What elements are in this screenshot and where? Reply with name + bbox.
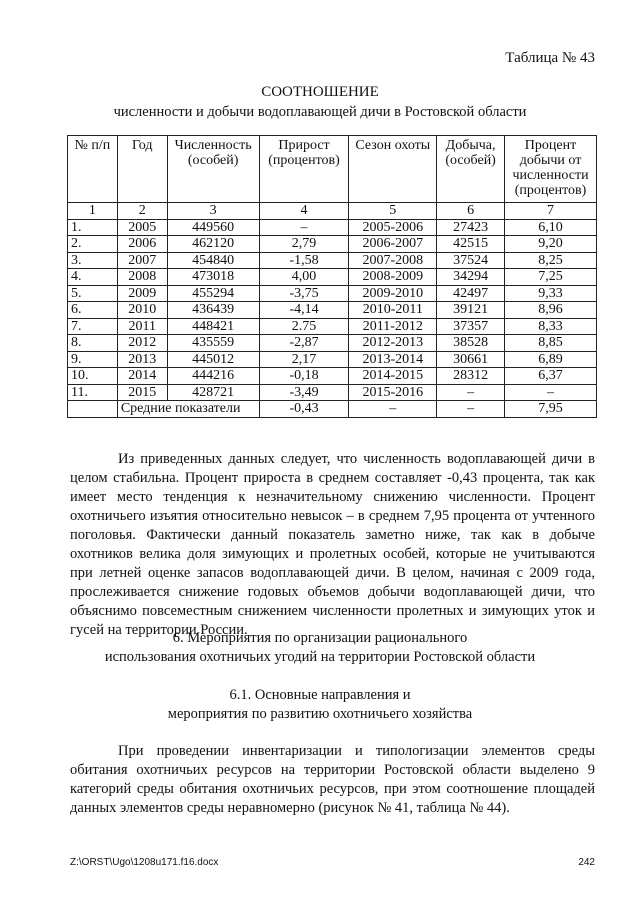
table-cell: 436439 — [167, 302, 259, 319]
table-cell: 2008-2009 — [349, 269, 437, 286]
table-cell: 7,95 — [505, 401, 597, 418]
table-cell: 2010-2011 — [349, 302, 437, 319]
table-cell: 435559 — [167, 335, 259, 352]
table-row — [68, 236, 597, 253]
table-cell: 9,20 — [505, 236, 597, 253]
table-cell: – — [505, 384, 597, 401]
header-cell: Численность (особей) — [167, 136, 259, 203]
header-cell: Процент добычи от численности (процентов) — [505, 136, 597, 203]
table-cell: -1,58 — [259, 252, 349, 269]
table-cell: 9,33 — [505, 285, 597, 302]
table-cell: 9. — [68, 351, 118, 368]
table-cell: 2015-2016 — [349, 384, 437, 401]
table-cell: 2014 — [117, 368, 167, 385]
table-cell: 37357 — [437, 318, 505, 335]
table-subtitle: численности и добычи водоплавающей дичи в Ростовской области — [113, 104, 527, 120]
averages-row — [68, 401, 597, 418]
table-cell: 2014-2015 — [349, 368, 437, 385]
table-row — [68, 318, 597, 335]
table-cell: 2,17 — [259, 351, 349, 368]
table-cell: 454840 — [167, 252, 259, 269]
table-cell: 5. — [68, 285, 118, 302]
section-6-heading — [0, 629, 640, 667]
table-cell: -4,14 — [259, 302, 349, 319]
table-cell: – — [349, 401, 437, 418]
header-cell: Добыча, (особей) — [437, 136, 505, 203]
body-paragraph — [70, 742, 595, 818]
table-cell: 2013 — [117, 351, 167, 368]
table-cell: -3,75 — [259, 285, 349, 302]
table-cell: 8,25 — [505, 252, 597, 269]
table-cell: 2.75 — [259, 318, 349, 335]
section-6-1-heading — [0, 686, 640, 724]
table-cell: 2011 — [117, 318, 167, 335]
table-cell: 2006-2007 — [349, 236, 437, 253]
table-row — [68, 252, 597, 269]
table-cell: 2010 — [117, 302, 167, 319]
table-cell: 4. — [68, 269, 118, 286]
table-row — [68, 368, 597, 385]
table-cell: 449560 — [167, 219, 259, 236]
table-body — [68, 203, 597, 418]
table-cell: 473018 — [167, 269, 259, 286]
table-cell: 7,25 — [505, 269, 597, 286]
table-cell: 8,96 — [505, 302, 597, 319]
table-cell: 37524 — [437, 252, 505, 269]
table-row — [68, 219, 597, 236]
table-cell: 7 — [505, 203, 597, 220]
table-cell: 27423 — [437, 219, 505, 236]
header-cell: Прирост (процентов) — [259, 136, 349, 203]
table-cell: 448421 — [167, 318, 259, 335]
heading-line: мероприятия по развитию охотничьего хозяйства — [167, 706, 473, 722]
table-cell: 1. — [68, 219, 118, 236]
table-cell: 30661 — [437, 351, 505, 368]
column-number-row — [68, 203, 597, 220]
table-row — [68, 269, 597, 286]
table-row — [68, 351, 597, 368]
table-cell: 3. — [68, 252, 118, 269]
table-cell: 8. — [68, 335, 118, 352]
page-number: 242 — [578, 857, 595, 868]
table-cell: -0,18 — [259, 368, 349, 385]
table-cell: 5 — [349, 203, 437, 220]
table-cell: 6,89 — [505, 351, 597, 368]
table-cell: 7. — [68, 318, 118, 335]
table-cell: -3,49 — [259, 384, 349, 401]
table-cell: 6,10 — [505, 219, 597, 236]
table-cell: 2006 — [117, 236, 167, 253]
table-cell: -0,43 — [259, 401, 349, 418]
table-title: СООТНОШЕНИЕ — [261, 84, 379, 100]
table-cell: 428721 — [167, 384, 259, 401]
table-cell: 42515 — [437, 236, 505, 253]
table-cell: 2015 — [117, 384, 167, 401]
table-cell: – — [437, 401, 505, 418]
table-cell: 42497 — [437, 285, 505, 302]
table-cell: 8,85 — [505, 335, 597, 352]
table-cell: 2005-2006 — [349, 219, 437, 236]
table-cell: 2008 — [117, 269, 167, 286]
paragraph-text: При проведении инвентаризации и типологизации элементов среды обитания охотничьих ресурсов на территории Ростовской области выделено 9 категорий среды обитания охотничьих ресурсов, при этом соотношение площадей данных элементов среды неравномерно (рисунок № 41, таблица № 44). — [70, 743, 595, 816]
data-table — [67, 135, 597, 418]
paragraph-text: Из приведенных данных следует, что численность водоплавающей дичи в целом стабильна. Процент прироста в среднем составляет -0,43 процента, так как имеет место тенденция к незначительному снижению численности. Процент охотничьего изъятия относительно невысок – в среднем 7,95 процента от учтенного поголовья. Фактически данный показатель заметно ниже, так как в добыче охотников велика доля зимующих и пролетных особей, которые не учитываются при летней оценке запасов водоплавающей дичи. В целом, начиная с 2009 года, прослеживается снижение годовых объемов добычи водоплавающей дичи, что объяснимо повсеместным снижением численности пролетных и зимующих уток и гусей на территории России. — [70, 451, 595, 638]
heading-line: 6. Мероприятия по организации рационального — [172, 630, 468, 646]
header-cell: № п/п — [68, 136, 118, 203]
table-cell: 6 — [437, 203, 505, 220]
table-cell — [68, 401, 118, 418]
table-cell: – — [437, 384, 505, 401]
table-cell: 4,00 — [259, 269, 349, 286]
heading-line: 6.1. Основные направления и — [229, 687, 411, 703]
table-cell: 28312 — [437, 368, 505, 385]
table-cell: 2012-2013 — [349, 335, 437, 352]
table-cell: 2,79 — [259, 236, 349, 253]
table-cell: 2009-2010 — [349, 285, 437, 302]
footer-file-path: Z:\ORST\Ugo\1208u171.f16.docx — [70, 857, 219, 868]
header-cell: Сезон охоты — [349, 136, 437, 203]
table-row — [68, 335, 597, 352]
table-cell: 38528 — [437, 335, 505, 352]
table-header-row — [68, 136, 597, 203]
table-cell: 4 — [259, 203, 349, 220]
table-row — [68, 384, 597, 401]
table-cell: 6. — [68, 302, 118, 319]
table-number-label: Таблица № 43 — [505, 50, 595, 66]
heading-line: использования охотничьих угодий на территории Ростовской области — [104, 649, 536, 665]
table-cell: 2005 — [117, 219, 167, 236]
table-row — [68, 285, 597, 302]
table-cell: 444216 — [167, 368, 259, 385]
table-cell: 455294 — [167, 285, 259, 302]
table-row — [68, 302, 597, 319]
table-cell: 10. — [68, 368, 118, 385]
table-cell: 2007 — [117, 252, 167, 269]
table-cell: 2. — [68, 236, 118, 253]
table-cell: 445012 — [167, 351, 259, 368]
table-cell: 11. — [68, 384, 118, 401]
table-cell: 3 — [167, 203, 259, 220]
table-cell: 2013-2014 — [349, 351, 437, 368]
table-cell: 2012 — [117, 335, 167, 352]
header-cell: Год — [117, 136, 167, 203]
table-cell: 2011-2012 — [349, 318, 437, 335]
table-cell: 2007-2008 — [349, 252, 437, 269]
table-cell: 2 — [117, 203, 167, 220]
table-cell: 6,37 — [505, 368, 597, 385]
table-cell: 2009 — [117, 285, 167, 302]
table-cell: – — [259, 219, 349, 236]
body-paragraph — [70, 450, 595, 640]
table-cell: 462120 — [167, 236, 259, 253]
table-cell: -2,87 — [259, 335, 349, 352]
table-cell: 1 — [68, 203, 118, 220]
table-cell: Средние показатели — [117, 401, 259, 418]
table-cell: 39121 — [437, 302, 505, 319]
table-cell: 8,33 — [505, 318, 597, 335]
table-cell: 34294 — [437, 269, 505, 286]
